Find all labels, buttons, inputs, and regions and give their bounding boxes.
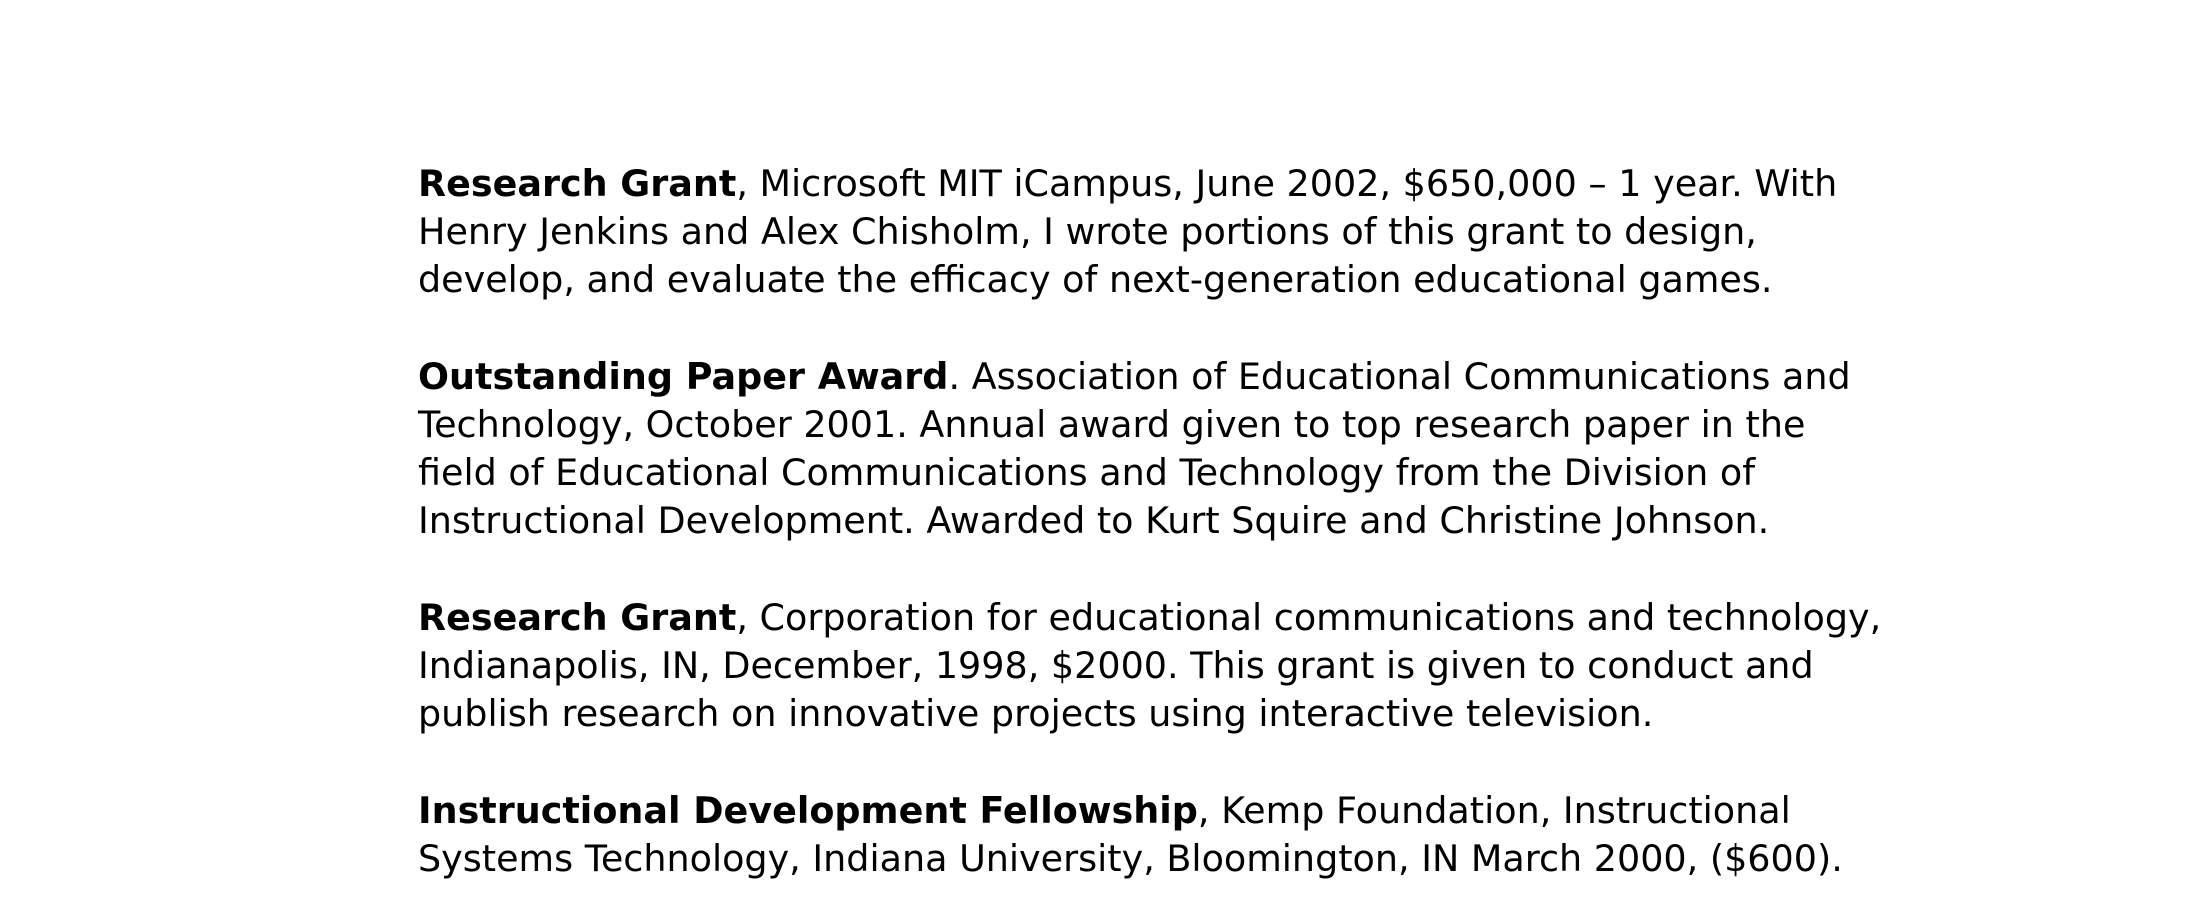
entry-outstanding-paper-award bbox=[418, 353, 1978, 545]
entry-line: Henry Jenkins and Alex Chisholm, I wrote portions of this grant to design, bbox=[418, 210, 1757, 253]
entry-instructional-development-fellowship bbox=[418, 787, 1978, 883]
entry-text: . Association of Educational Communications and bbox=[948, 355, 1851, 398]
awards-grants-list bbox=[418, 160, 1978, 900]
entry-title: Research Grant bbox=[418, 162, 737, 205]
entry-research-grant-corporation bbox=[418, 594, 1978, 738]
entry-line bbox=[418, 353, 1978, 401]
entry-title: Research Grant bbox=[418, 596, 737, 639]
entry-line: Instructional Development. Awarded to Kurt Squire and Christine Johnson. bbox=[418, 499, 1770, 542]
entry-title: Outstanding Paper Award bbox=[418, 355, 949, 398]
entry-line: Technology, October 2001. Annual award given to top research paper in the bbox=[418, 403, 1806, 446]
entry-line bbox=[418, 160, 1978, 208]
entry-line: publish research on innovative projects using interactive television. bbox=[418, 692, 1654, 735]
entry-line: field of Educational Communications and Technology from the Division of bbox=[418, 451, 1756, 494]
entry-line: develop, and evaluate the efficacy of next-generation educational games. bbox=[418, 258, 1773, 301]
entry-line bbox=[418, 787, 1978, 835]
entry-line: Systems Technology, Indiana University, Bloomington, IN March 2000, ($600). bbox=[418, 837, 1843, 880]
entry-line: Indianapolis, IN, December, 1998, $2000. This grant is given to conduct and bbox=[418, 644, 1814, 687]
entry-research-grant-microsoft bbox=[418, 160, 1978, 304]
entry-text: , Microsoft MIT iCampus, June 2002, $650,000 – 1 year. With bbox=[736, 162, 1838, 205]
entry-title: Instructional Development Fellowship bbox=[418, 789, 1198, 832]
entry-text: , Kemp Foundation, Instructional bbox=[1197, 789, 1791, 832]
entry-line bbox=[418, 594, 1978, 642]
entry-text: , Corporation for educational communications and technology, bbox=[736, 596, 1882, 639]
